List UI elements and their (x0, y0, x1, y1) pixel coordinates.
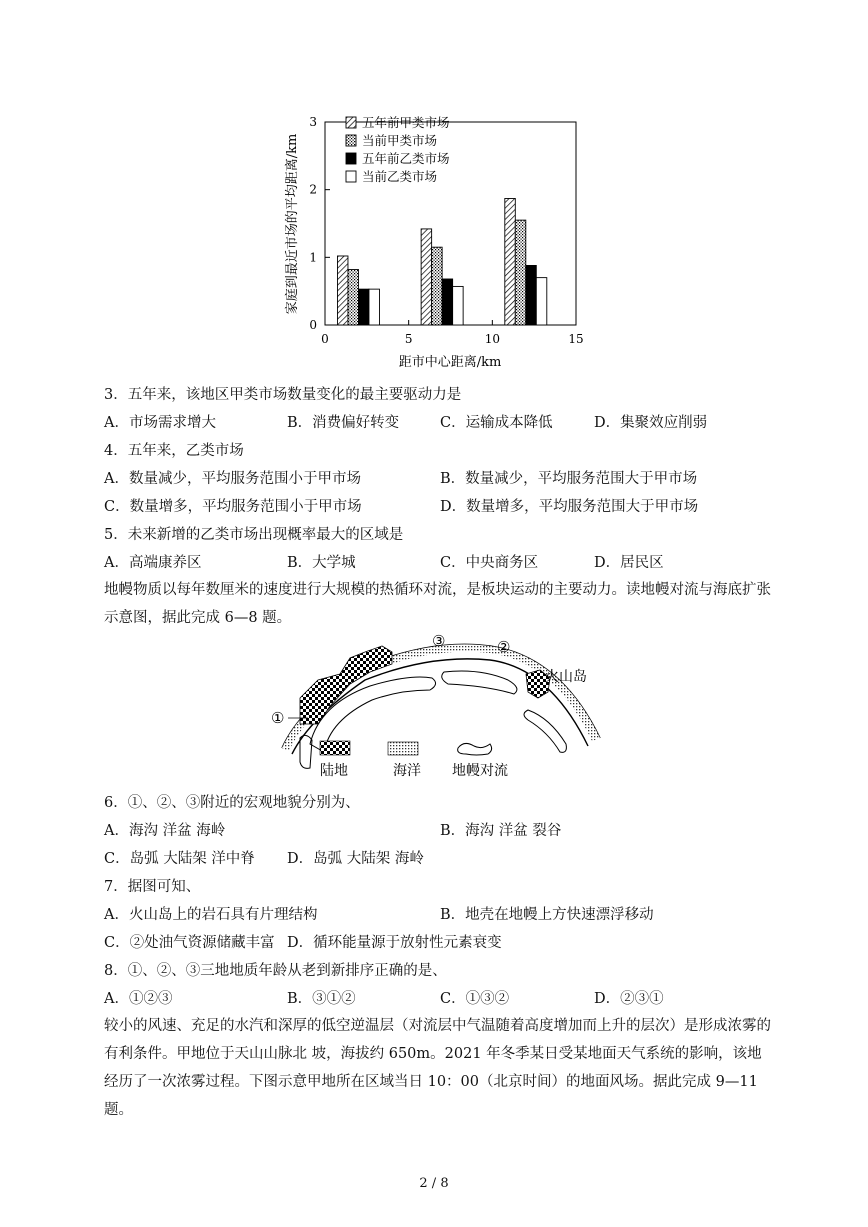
page-number: 2 / 8 (419, 1176, 449, 1191)
q8-stem: 8．①、②、③三地地质年龄从老到新排序正确的是、 (104, 963, 447, 979)
bar-series-2 (348, 270, 359, 325)
q5-option-b[interactable]: B．大学城 (287, 555, 356, 571)
q7-option-c[interactable]: C．②处油气资源储藏丰富 (104, 935, 275, 951)
passage-mantle: 地幔物质以每年数厘米的速度进行大规模的热循环对流，是板块运动的主要动力。读地幔对流与海底扩张示意图，据此完成 6—8 题。 (104, 582, 771, 626)
legend-label: 当前乙类市场 (362, 169, 438, 184)
bar-series-3 (358, 289, 369, 325)
q4-option-c[interactable]: C．数量增多，平均服务范围小于甲市场 (104, 499, 362, 515)
q7-option-a[interactable]: A．火山岛上的岩石具有片理结构 (104, 907, 318, 923)
q8-option-c[interactable]: C．①③② (440, 991, 510, 1007)
marker-2: ② (497, 638, 511, 656)
legend-ocean-swatch (388, 742, 418, 755)
legend-land-label: 陆地 (320, 763, 348, 779)
land-block-left (300, 646, 392, 724)
legend-label: 当前甲类市场 (362, 133, 438, 148)
q5-option-c[interactable]: C．中央商务区 (440, 555, 539, 571)
bar-series-1 (421, 229, 432, 325)
q5-stem: 5．未来新增的乙类市场出现概率最大的区域是 (104, 527, 404, 543)
marker-3: ③ (432, 632, 446, 650)
x-tick-label: 15 (568, 332, 584, 346)
q4-option-d[interactable]: D．数量增多，平均服务范围大于甲市场 (440, 499, 699, 515)
y-tick-label: 1 (309, 250, 317, 265)
mantle-convection-diagram (0, 628, 868, 788)
q4-option-b[interactable]: B．数量减少，平均服务范围大于甲市场 (440, 471, 698, 487)
legend-ocean-label: 海洋 (393, 763, 421, 779)
legend-convection-label: 地幔对流 (452, 763, 508, 779)
q8-option-a[interactable]: A．①②③ (104, 991, 173, 1007)
bar-series-2 (515, 220, 526, 325)
y-axis-label: 家庭到最近市场的平均距离/km (285, 133, 300, 315)
bar-series-3 (526, 265, 537, 325)
q6-stem: 6．①、②、③附近的宏观地貌分别为、 (104, 795, 360, 811)
legend-swatch (346, 117, 356, 128)
q7-option-b[interactable]: B．地壳在地幔上方快速漂浮移动 (440, 907, 654, 923)
y-tick-label: 0 (309, 318, 317, 332)
x-tick-label: 0 (321, 332, 329, 346)
bar-series-1 (505, 198, 516, 325)
q3-stem: 3．五年来，该地区甲类市场数量变化的最主要驱动力是 (104, 387, 462, 403)
q7-stem: 7．据图可知、 (104, 879, 201, 895)
convection-cell-center (442, 671, 517, 694)
bar-series-1 (337, 256, 348, 325)
q3-option-b[interactable]: B．消费偏好转变 (287, 415, 400, 431)
bar-chart (0, 0, 868, 380)
x-axis-label: 距市中心距离/km (398, 355, 502, 370)
x-tick-label: 5 (404, 332, 413, 346)
y-tick-label: 3 (309, 115, 317, 129)
q6-option-a[interactable]: A．海沟 洋盆 海岭 (104, 823, 226, 839)
q3-option-d[interactable]: D．集聚效应削弱 (594, 415, 708, 431)
legend-convection-icon (458, 743, 492, 755)
volcanic-island-label: 火山岛 (545, 669, 587, 685)
legend-land-swatch (320, 741, 350, 755)
q4-option-a[interactable]: A．数量减少，平均服务范围小于甲市场 (104, 471, 361, 487)
q7-option-d[interactable]: D．循环能量源于放射性元素衰变 (287, 935, 502, 951)
passage-fog: 较小的风速、充足的水汽和深厚的低空逆温层（对流层中气温随着高度增加而上升的层次）是形成浓雾的有利条件。甲地位于天山山脉北 坡，海拔约 650m。2021 年冬季某日受某地面天气系统的影响，该地经历了一次浓雾过程。下图示意甲地所在区域当日 10：00（北京时间）的地面风场。据此完成 9—11 题。 (104, 1018, 771, 1118)
bar-series-2 (432, 247, 443, 325)
q3-option-a[interactable]: A．市场需求增大 (104, 415, 216, 431)
q4-stem: 4．五年来，乙类市场 (104, 443, 244, 459)
legend-swatch (346, 153, 356, 164)
q5-option-a[interactable]: A．高端康养区 (104, 555, 202, 571)
bar-series-3 (442, 279, 453, 325)
q6-option-b[interactable]: B．海沟 洋盆 裂谷 (440, 823, 562, 839)
x-tick-label: 10 (484, 332, 500, 346)
legend-label: 五年前乙类市场 (362, 151, 450, 166)
bar-series-4 (453, 286, 464, 325)
y-tick-label: 2 (309, 182, 317, 197)
bar-series-4 (369, 289, 380, 325)
legend-swatch (346, 135, 356, 146)
q5-option-d[interactable]: D．居民区 (594, 555, 664, 571)
legend-label: 五年前甲类市场 (362, 115, 450, 130)
convection-cell-right (524, 710, 566, 752)
bar-series-4 (536, 278, 547, 325)
q8-option-d[interactable]: D．②③① (594, 991, 664, 1007)
q6-option-c[interactable]: C．岛弧 大陆架 洋中脊 (104, 851, 255, 867)
legend-swatch (346, 171, 356, 182)
q8-option-b[interactable]: B．③①② (287, 991, 356, 1007)
marker-1: ① (271, 709, 285, 727)
q3-option-c[interactable]: C．运输成本降低 (440, 415, 553, 431)
q6-option-d[interactable]: D．岛弧 大陆架 海岭 (287, 851, 424, 867)
convection-cell-far-left (300, 735, 312, 768)
